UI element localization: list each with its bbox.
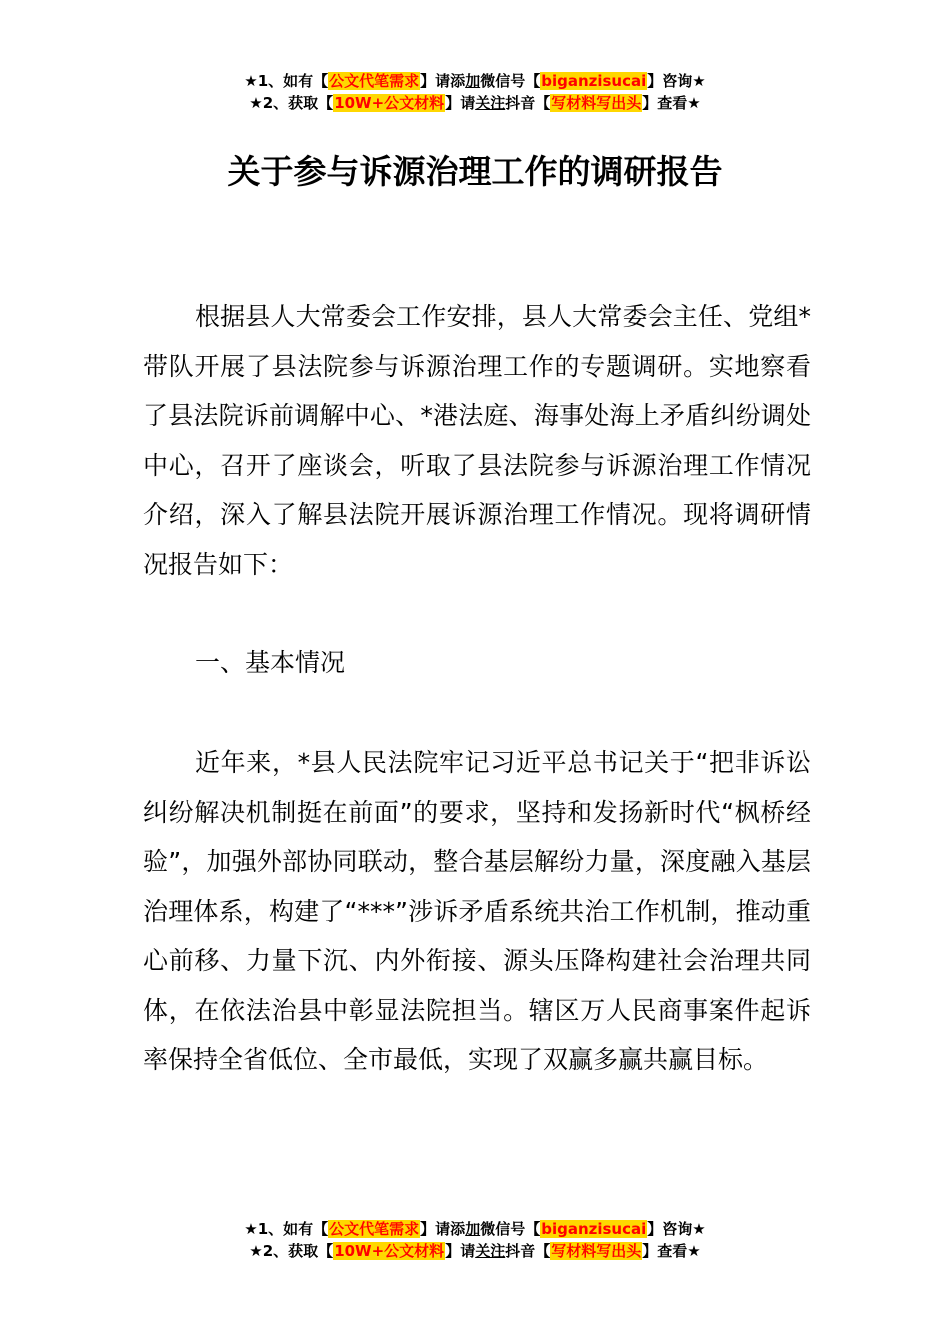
- footer-line2-underlined: 关注: [475, 1242, 506, 1260]
- footer-line1-prefix: ★1、如有【: [244, 1220, 329, 1238]
- footer-line2-highlight-materials: 10W+公文材料: [334, 1242, 445, 1260]
- footer-line2-middle-2: 抖音【: [505, 1242, 551, 1260]
- header-line2-middle-2: 抖音【: [505, 94, 551, 112]
- footer-banner-line-1: [0, 1218, 950, 1240]
- footer-banner-line-2: [0, 1240, 950, 1262]
- header-banner: [0, 70, 950, 114]
- header-banner-line-2: [0, 92, 950, 114]
- header-line1-middle-2: 微信号【: [480, 72, 541, 90]
- footer-line2-prefix: ★2、获取【: [249, 1242, 334, 1260]
- header-line2-suffix: 】查看★: [642, 94, 701, 112]
- footer-line1-highlight-wechat-id: biganzisucai: [541, 1220, 647, 1238]
- header-line1-underlined: 加: [465, 72, 481, 90]
- header-line2-highlight-materials: 10W+公文材料: [334, 94, 445, 112]
- footer-line1-middle: 】请添: [420, 1220, 466, 1238]
- footer-line1-middle-2: 微信号【: [480, 1220, 541, 1238]
- footer-line2-highlight-douyin-account: 写材料写出头: [551, 1242, 642, 1260]
- footer-line2-middle: 】请: [445, 1242, 476, 1260]
- footer-line1-underlined: 加: [465, 1220, 481, 1238]
- footer-banner: [0, 1218, 950, 1262]
- header-line2-middle: 】请: [445, 94, 476, 112]
- footer-line1-highlight-service: 公文代笔需求: [329, 1220, 420, 1238]
- header-line1-highlight-service: 公文代笔需求: [329, 72, 420, 90]
- header-line1-suffix: 】咨询★: [647, 72, 706, 90]
- header-line1-middle: 】请添: [420, 72, 466, 90]
- header-line2-prefix: ★2、获取【: [249, 94, 334, 112]
- paragraph-intro: 根据县人大常委会工作安排，县人大常委会主任、党组*带队开展了县法院参与诉源治理工作的专题调研。实地察看了县法院诉前调解中心、*港法庭、海事处海上矛盾纠纷调处中心，召开了座谈会，听取了县法院参与诉源治理工作情况介绍，深入了解县法院开展诉源治理工作情况。现将调研情况报告如下：: [143, 302, 811, 579]
- header-banner-line-1: [0, 70, 950, 92]
- header-line1-highlight-wechat-id: biganzisucai: [541, 72, 647, 90]
- document-title: 关于参与诉源治理工作的调研报告: [227, 152, 723, 191]
- footer-line2-suffix: 】查看★: [642, 1242, 701, 1260]
- section-heading-basic-situation: 一、基本情况: [195, 648, 346, 677]
- paragraph-basic-situation: 近年来，*县人民法院牢记习近平总书记关于“把非诉讼纠纷解决机制挺在前面”的要求，坚持和发扬新时代“枫桥经验”，加强外部协同联动，整合基层解纷力量，深度融入基层治理体系，构建了“***”涉诉矛盾系统共治工作机制，推动重心前移、力量下沉、内外衔接、源头压降构建社会治理共同体，在依法治县中彰显法院担当。辖区万人民商事案件起诉率保持全省低位、全市最低，实现了双赢多赢共赢目标。: [143, 748, 811, 1074]
- header-line2-underlined: 关注: [475, 94, 506, 112]
- footer-line1-suffix: 】咨询★: [647, 1220, 706, 1238]
- header-line1-prefix: ★1、如有【: [244, 72, 329, 90]
- header-line2-highlight-douyin-account: 写材料写出头: [551, 94, 642, 112]
